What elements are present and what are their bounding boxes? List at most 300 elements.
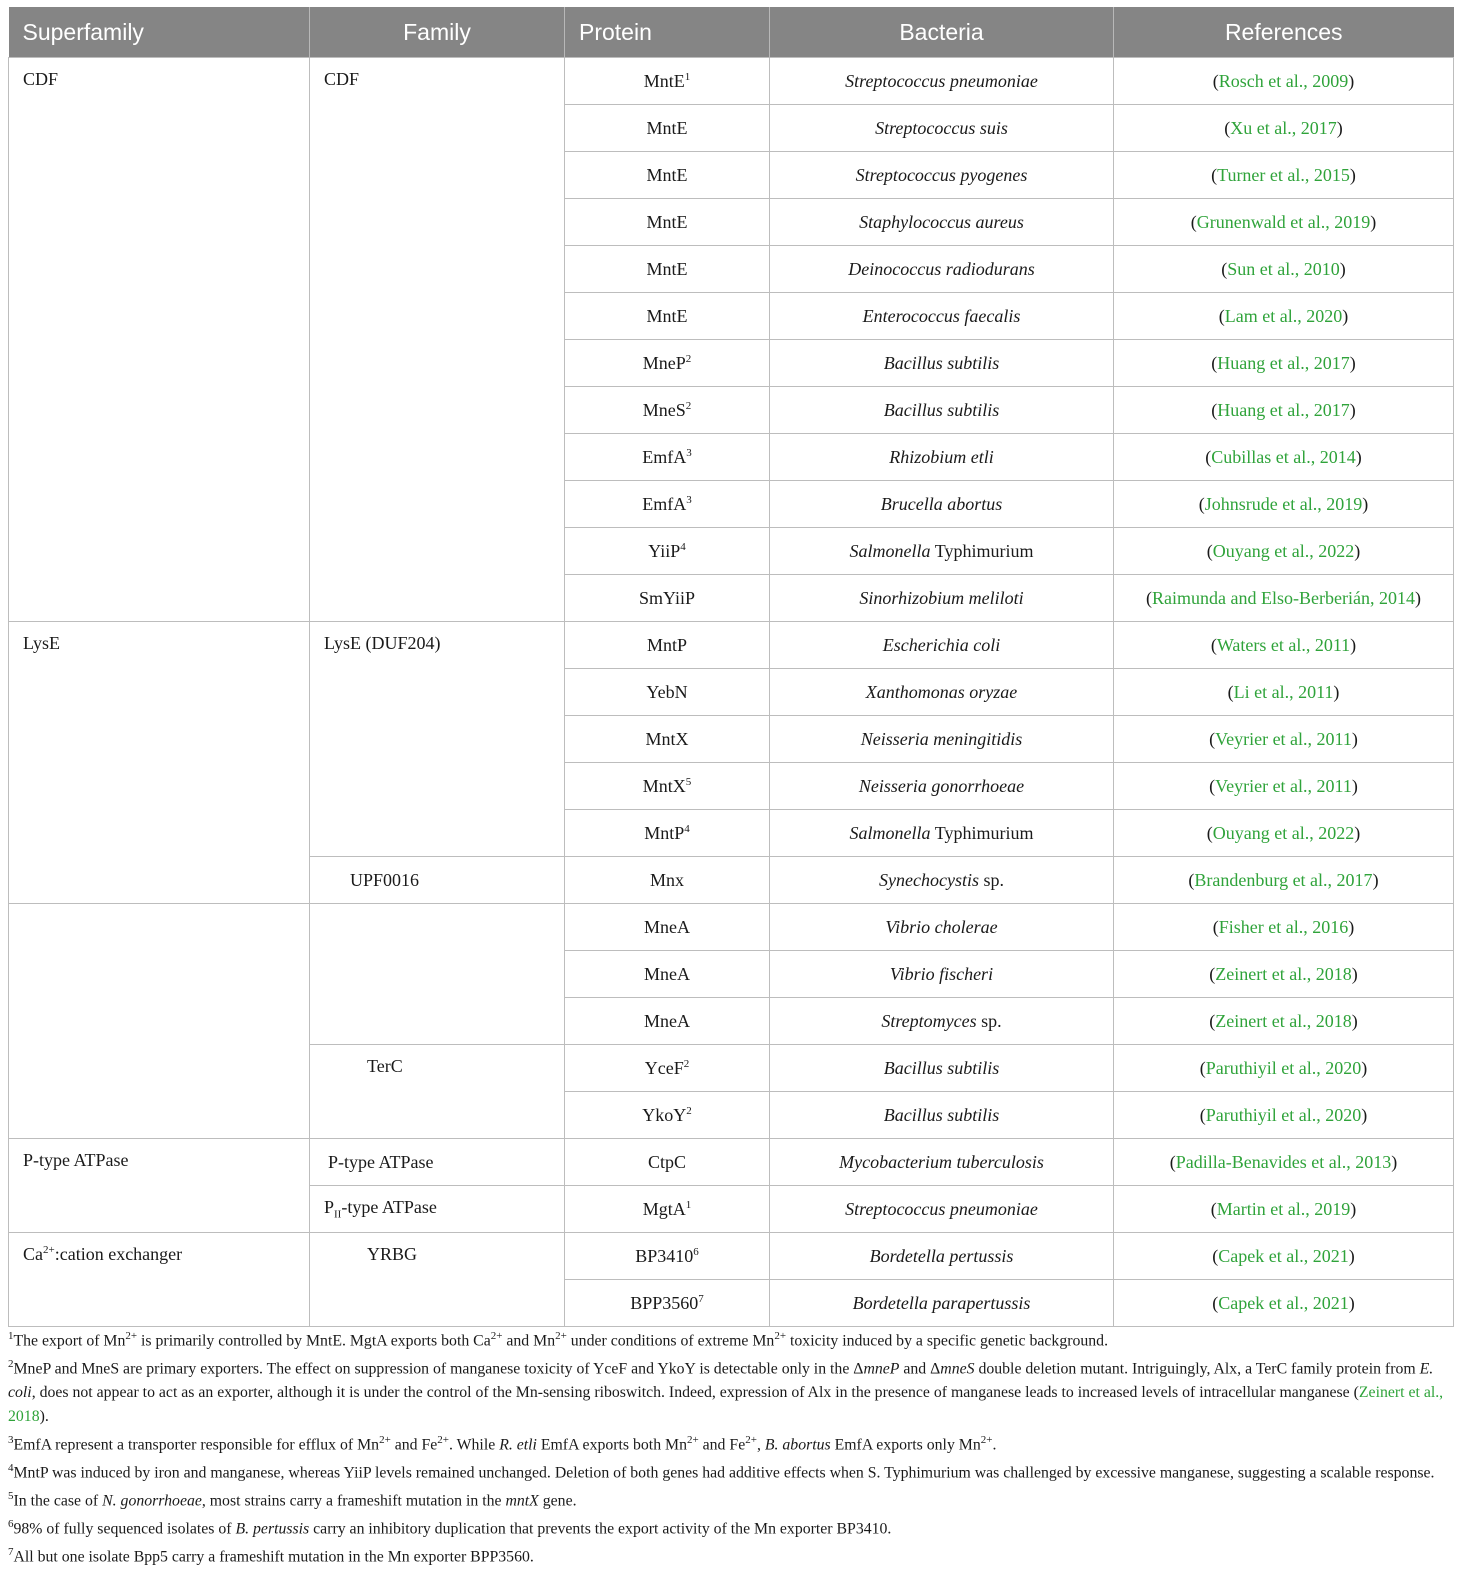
bacteria-cell [770,1139,1114,1186]
reference-link[interactable]: Xu et al., 2017 [1230,117,1337,138]
protein-name: MntE [646,211,688,232]
protein-cell [565,434,770,481]
footnote-marker: 2 [686,1104,692,1117]
paren-open: ( [1209,1010,1216,1031]
paren-open: ( [1211,399,1218,420]
bacteria-name: Streptococcus pyogenes [855,164,1028,185]
footnote-text: The export of Mn [13,1332,126,1350]
paren-open: ( [1188,869,1195,890]
reference-link[interactable]: Cubillas et al., 2014 [1211,446,1356,467]
paren-open: ( [1146,587,1153,608]
bacteria-name: Salmonella [849,540,931,561]
footnote-text: and Mn [502,1332,556,1350]
protein-cell [565,951,770,998]
paren-open: ( [1206,822,1213,843]
table-row [9,58,1454,105]
protein-cell [565,293,770,340]
paren-close: ) [1354,540,1361,561]
table-row [9,904,1454,951]
reference-cell [1114,1186,1454,1233]
paren-open: ( [1210,1198,1217,1219]
paren-open: ( [1212,916,1219,937]
footnote-superscript: 2+ [379,1433,391,1446]
protein-name: BPP3560 [630,1292,699,1313]
reference-link[interactable]: Martin et al., 2019 [1216,1198,1351,1219]
paren-open: ( [1198,493,1205,514]
footnote-italic: mneP [863,1360,900,1378]
paren-open: ( [1206,540,1213,561]
table-row [9,622,1454,669]
paren-close: ) [1351,963,1358,984]
paren-open: ( [1190,211,1197,232]
footnote-text: and Fe [390,1435,438,1453]
paren-open: ( [1212,1245,1219,1266]
reference-cell [1114,246,1454,293]
paren-close: ) [1361,1104,1368,1125]
footnote-text: MneP and MneS are primary exporters. The effect on suppression of manganese toxicity of YceF and YkoY is detectable only in the Δ [13,1360,864,1378]
bacteria-name: Sinorhizobium meliloti [859,587,1024,608]
paren-open: ( [1212,70,1219,91]
footnote-text: double deletion mutant. Intriguingly, Alx, a TerC family protein from [974,1360,1420,1378]
paren-close: ) [1362,493,1369,514]
bacteria-cell [770,998,1114,1045]
paren-close: ) [1348,1245,1355,1266]
reference-cell [1114,434,1454,481]
protein-name: MneA [644,963,690,984]
paren-close: ) [1349,352,1356,373]
reference-link[interactable]: Johnsrude et al., 2019 [1204,493,1363,514]
bacteria-cell [770,293,1114,340]
bacteria-cell [770,1045,1114,1092]
paren-close: ) [1370,211,1377,232]
protein-name: MneA [644,916,690,937]
family-subscript: II [334,1208,342,1221]
footnote [8,1325,1448,1353]
bacteria-cell [770,716,1114,763]
footnote-superscript: 3 [8,1433,14,1446]
reference-link[interactable]: Zeinert et al., 2018 [1215,963,1352,984]
protein-cell [565,1045,770,1092]
family-cell [310,904,565,1045]
reference-cell [1114,1045,1454,1092]
footnote-superscript: 2+ [490,1330,503,1342]
reference-link[interactable]: Turner et al., 2015 [1217,164,1350,185]
footnote-italic: mneS [940,1360,975,1378]
bacteria-cell [770,575,1114,622]
footnote-text: under conditions of extreme Mn [566,1332,775,1350]
reference-link[interactable]: Zeinert et al., 2018 [1215,1010,1352,1031]
paren-open: ( [1209,775,1216,796]
footnote-superscript: 2+ [437,1433,450,1446]
paren-open: ( [1212,1292,1219,1313]
footnote-italic: E. coli [8,1360,1434,1402]
reference-cell [1114,904,1454,951]
paren-close: ) [1336,117,1343,138]
footnote-text: EmfA represent a transporter responsible for efflux of Mn [13,1435,380,1453]
paren-open: ( [1209,963,1216,984]
reference-cell [1114,575,1454,622]
protein-cell [565,387,770,434]
family-cell: YRBG [310,1233,565,1327]
reference-link[interactable]: Waters et al., 2011 [1216,634,1351,655]
bacteria-name: Streptococcus suis [875,117,1008,138]
reference-cell [1114,293,1454,340]
reference-link[interactable]: Ouyang et al., 2022 [1212,822,1355,843]
paren-close: ) [1355,446,1362,467]
protein-name: EmfA [642,446,687,467]
table-footnotes [8,1325,1448,1569]
reference-link[interactable]: Ouyang et al., 2022 [1212,540,1355,561]
footnote-text: . [992,1435,997,1453]
footnote-marker: 7 [698,1292,704,1305]
reference-link[interactable]: Lam et al., 2020 [1224,305,1343,326]
bacteria-name: Xanthomonas oryzae [865,681,1018,702]
protein-name: MneS [642,399,686,420]
bacteria-name: Streptomyces [881,1010,977,1031]
protein-name: MneA [644,1010,690,1031]
paren-open: ( [1221,258,1228,279]
protein-cell [565,763,770,810]
reference-cell [1114,528,1454,575]
bacteria-cell [770,810,1114,857]
protein-cell [565,998,770,1045]
bacteria-name: Bacillus subtilis [883,352,1000,373]
reference-link[interactable]: Fisher et al., 2016 [1218,916,1349,937]
bacteria-cell [770,246,1114,293]
footnote-text: and Fe [698,1435,746,1453]
bacteria-name: Bordetella parapertussis [852,1292,1031,1313]
header-bacteria: Bacteria [770,7,1114,58]
protein-name: MntP [646,634,688,655]
transporter-table [8,7,1453,1327]
paren-open: ( [1227,681,1234,702]
reference-cell [1114,199,1454,246]
reference-link[interactable]: Paruthiyil et al., 2020 [1205,1057,1362,1078]
protein-name: MntE [643,70,685,91]
footnote-superscript: 2+ [745,1433,757,1446]
footnote-text: toxicity induced by a specific genetic background. [786,1332,1109,1350]
header-family: Family [310,7,565,58]
reference-link[interactable]: Huang et al., 2017 [1217,399,1350,420]
paren-open: ( [1199,1057,1206,1078]
protein-name: MgtA [642,1198,686,1219]
paren-close: ) [1351,1010,1358,1031]
protein-cell [565,669,770,716]
bacteria-cell [770,1092,1114,1139]
bacteria-cell [770,152,1114,199]
footnote-italic: B. pertussis [235,1520,310,1538]
paren-close: ) [1348,70,1355,91]
footnote-superscript: 2+ [980,1433,993,1446]
reference-cell [1114,1233,1454,1280]
bacteria-name: Streptococcus pneumoniae [845,70,1038,91]
protein-name: BP3410 [635,1245,694,1266]
footnote [8,1457,1448,1485]
bacteria-name: Vibrio fischeri [889,963,994,984]
reference-cell [1114,998,1454,1045]
reference-cell [1114,481,1454,528]
reference-cell [1114,622,1454,669]
reference-link[interactable]: Zeinert et al., 2018 [8,1384,1444,1425]
bacteria-suffix: sp. [978,869,1004,890]
footnote-superscript: 2+ [686,1433,699,1446]
protein-cell [565,152,770,199]
superfamily-cell: LysE [9,622,310,904]
bacteria-cell [770,622,1114,669]
protein-cell [565,1186,770,1233]
reference-cell [1114,857,1454,904]
reference-link[interactable]: Capek et al., 2021 [1218,1292,1349,1313]
paren-close: ) [1361,1057,1368,1078]
paren-open: ( [1209,728,1216,749]
protein-name: MntX [642,775,686,796]
bacteria-cell [770,857,1114,904]
footnote-marker: 4 [684,822,690,835]
bacteria-cell [770,199,1114,246]
footnote-marker: 6 [693,1245,699,1258]
reference-link[interactable]: Li et al., 2011 [1233,681,1334,702]
bacteria-name: Neisseria gonorrhoeae [858,775,1025,796]
reference-link[interactable]: Paruthiyil et al., 2020 [1205,1104,1362,1125]
reference-cell [1114,340,1454,387]
bacteria-cell [770,951,1114,998]
charge-superscript: 2+ [43,1244,55,1256]
bacteria-name: Bacillus subtilis [883,399,1000,420]
protein-cell [565,1092,770,1139]
footnote [8,1513,1448,1541]
protein-cell [565,105,770,152]
family-text: -type ATPase [341,1197,437,1218]
bacteria-suffix: sp. [976,1010,1002,1031]
footnote-marker: 5 [685,775,692,788]
bacteria-name: Mycobacterium tuberculosis [839,1151,1044,1172]
paren-close: ) [1354,822,1361,843]
reference-link[interactable]: Capek et al., 2021 [1218,1245,1349,1266]
protein-name: MntE [646,258,688,279]
header-protein: Protein [565,7,770,58]
protein-name: YceF [644,1057,684,1078]
paren-close: ) [1351,728,1358,749]
footnote-italic: mntX [505,1492,539,1510]
reference-cell [1114,951,1454,998]
superfamily-text: Ca [23,1244,43,1264]
bacteria-name: Deinococcus radiodurans [848,258,1035,279]
bacteria-cell [770,58,1114,105]
protein-name: SmYiiP [638,587,696,608]
protein-name: YiiP [648,540,681,561]
bacteria-cell [770,105,1114,152]
footnote-superscript: 5 [8,1489,14,1502]
bacteria-name: Bacillus subtilis [883,1104,1000,1125]
protein-cell [565,199,770,246]
footnote [8,1353,1448,1429]
reference-cell [1114,387,1454,434]
protein-cell [565,716,770,763]
reference-link[interactable]: Veyrier et al., 2011 [1215,775,1352,796]
bacteria-cell [770,434,1114,481]
footnote-superscript: 2 [8,1358,14,1371]
paren-open: ( [1218,305,1225,326]
reference-cell [1114,763,1454,810]
reference-link[interactable]: Veyrier et al., 2011 [1215,728,1352,749]
protein-name: MneP [642,352,686,373]
paren-close: ) [1342,305,1349,326]
reference-cell [1114,669,1454,716]
footnote-superscript: 4 [8,1461,14,1474]
reference-cell [1114,1092,1454,1139]
footnote-text: . While [449,1435,500,1453]
footnote-text: , most strains carry a frameshift mutation in the [201,1492,506,1510]
footnote-text: EmfA exports only Mn [830,1435,981,1453]
footnote-italic: N. gonorrhoeae [102,1492,202,1510]
protein-cell [565,246,770,293]
bacteria-name: Bacillus subtilis [883,1057,1000,1078]
header-references: References [1114,7,1454,58]
reference-link[interactable]: Grunenwald et al., 2019 [1196,211,1371,232]
footnote [8,1485,1448,1513]
bacteria-cell [770,1233,1114,1280]
footnote-superscript: 2+ [125,1330,138,1342]
footnote-italic: B. abortus [764,1435,831,1453]
protein-cell [565,528,770,575]
superfamily-cell: CDF [9,58,310,622]
bacteria-cell [770,528,1114,575]
footnote-text: and Δ [899,1360,941,1378]
bacteria-cell [770,669,1114,716]
paren-close: ) [1349,164,1356,185]
table-row [9,1139,1454,1186]
superfamily-cell: P-type ATPase [9,1139,310,1233]
footnote-superscript: 2+ [774,1330,787,1342]
superfamily-cell [9,1233,310,1327]
footnote-marker: 3 [686,493,692,506]
header-superfamily: Superfamily [9,7,310,58]
protein-cell [565,340,770,387]
bacteria-cell [770,387,1114,434]
footnote-text: carry an inhibitory duplication that prevents the export activity of the Mn exporter BP3410. [309,1520,892,1538]
paren-open: ( [1211,164,1218,185]
family-text: P [324,1197,335,1218]
bacteria-name: Streptococcus pneumoniae [845,1198,1038,1219]
protein-cell [565,1280,770,1327]
reference-link[interactable]: Raimunda and Elso-Berberián, 2014 [1152,587,1415,608]
protein-cell [565,1233,770,1280]
reference-cell [1114,1280,1454,1327]
paren-open: ( [1210,634,1217,655]
footnote-marker: 1 [684,70,691,83]
paren-open: ( [1199,1104,1206,1125]
protein-cell [565,810,770,857]
footnote-marker: 3 [686,446,692,459]
paren-close: ) [1349,399,1356,420]
footnote-text: 98% of fully sequenced isolates of [13,1520,236,1538]
footnote-text: In the case of [13,1492,103,1510]
paren-close: ) [1348,1292,1355,1313]
paren-close: ) [1350,1198,1357,1219]
table-row [9,1233,1454,1280]
paren-close: ) [1333,681,1340,702]
reference-cell [1114,58,1454,105]
footnote-italic: R. etli [499,1435,537,1453]
footnote-superscript: 7 [8,1545,14,1558]
bacteria-cell [770,763,1114,810]
bacteria-suffix: Typhimurium [930,822,1034,843]
protein-name: MntX [645,728,689,749]
bacteria-name: Staphylococcus aureus [859,211,1024,232]
protein-name: MntE [646,164,688,185]
family-cell: TerC [310,1045,565,1139]
bacteria-cell [770,904,1114,951]
paren-close: ) [1351,775,1358,796]
footnote-superscript: 1 [8,1330,14,1342]
footnote-marker: 4 [680,540,686,553]
reference-link[interactable]: Rosch et al., 2009 [1218,70,1349,91]
protein-cell [565,481,770,528]
footnote-marker: 1 [685,1198,692,1211]
protein-name: MntE [646,305,688,326]
paren-open: ( [1224,117,1231,138]
footnote-text: , [756,1435,765,1453]
table-header-row [9,7,1454,58]
reference-cell [1114,105,1454,152]
protein-cell [565,1139,770,1186]
protein-name: MntP [644,822,685,843]
table-body [9,58,1454,1327]
family-cell: P-type ATPase [310,1139,565,1186]
reference-link[interactable]: Padilla-Benavides et al., 2013 [1175,1151,1392,1172]
reference-link[interactable]: Sun et al., 2010 [1227,258,1340,279]
protein-cell [565,857,770,904]
footnote [8,1429,1448,1457]
bacteria-name: Salmonella [849,822,931,843]
reference-cell [1114,152,1454,199]
paren-close: ) [1414,587,1421,608]
footnote [8,1541,1448,1569]
superfamily-cell [9,904,310,1139]
protein-name: Mnx [649,869,684,890]
family-cell [310,1186,565,1233]
bacteria-name: Neisseria meningitidis [860,728,1023,749]
bacteria-name: Brucella abortus [880,493,1003,514]
bacteria-name: Enterococcus faecalis [862,305,1021,326]
footnote-text: gene. [538,1492,577,1510]
paren-close: ) [1348,916,1355,937]
protein-name: MntE [646,117,688,138]
paren-open: ( [1205,446,1212,467]
footnote-marker: 2 [683,1057,690,1070]
protein-name: CtpC [647,1151,686,1172]
bacteria-name: Escherichia coli [882,634,1001,655]
protein-name: YebN [646,681,688,702]
reference-cell [1114,810,1454,857]
reference-link[interactable]: Huang et al., 2017 [1217,352,1350,373]
paren-close: ) [1391,1151,1398,1172]
bacteria-cell [770,340,1114,387]
reference-link[interactable]: Brandenburg et al., 2017 [1194,869,1373,890]
family-cell: LysE (DUF204) [310,622,565,857]
footnote-text: All but one isolate Bpp5 carry a frameshift mutation in the Mn exporter BPP3560. [13,1548,534,1566]
footnote-superscript: 6 [8,1517,14,1530]
bacteria-cell [770,1186,1114,1233]
footnote-text: , does not appear to act as an exporter, although it is under the control of the Mn-sensing riboswitch. Indeed, expression of Alx in the presence of manganese leads to increased levels of intracellular manganese ( [31,1384,1359,1402]
bacteria-cell [770,1280,1114,1327]
paren-close: ) [1372,869,1379,890]
footnote-text: ). [39,1407,49,1425]
superfamily-text: :cation exchanger [54,1244,183,1264]
footnote-marker: 2 [685,352,692,365]
protein-name: YkoY [642,1104,687,1125]
protein-cell [565,622,770,669]
